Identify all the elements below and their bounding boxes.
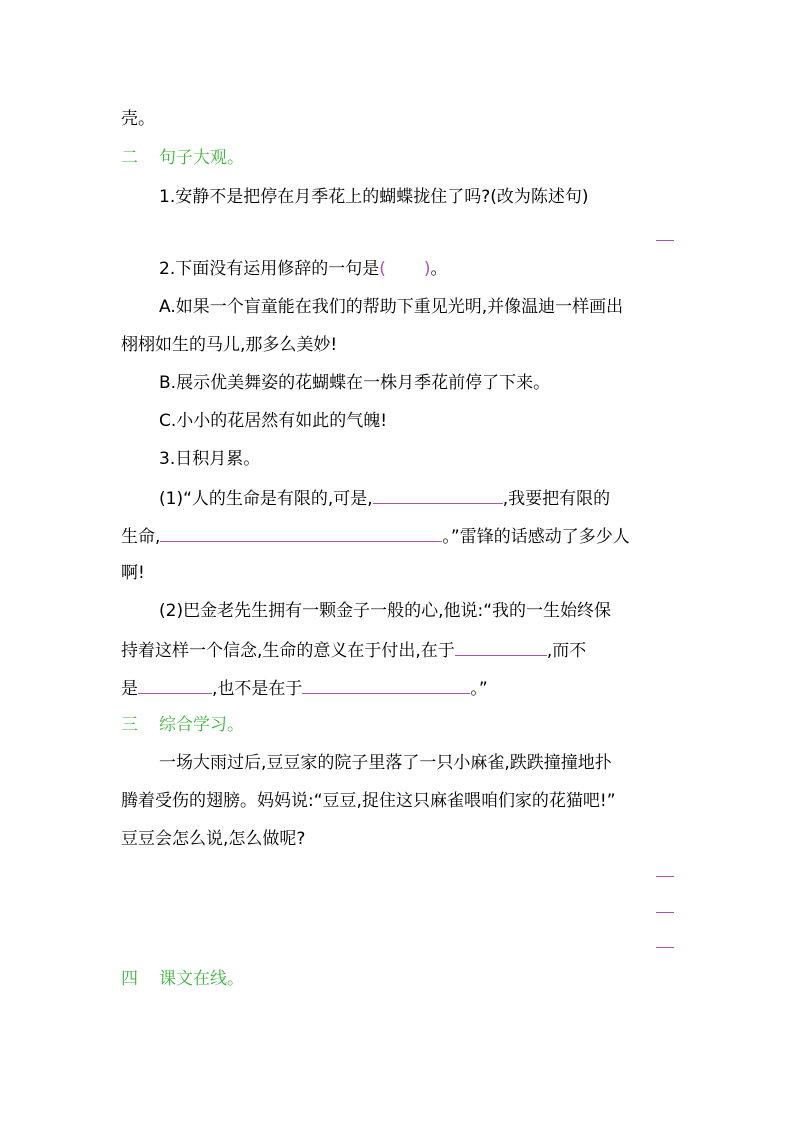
question-stem: 2.下面没有运用修辞的一句是 — [159, 259, 380, 279]
answer-paren-close: ) — [423, 259, 431, 279]
option-a-line2: 栩栩如生的马儿,那多么美妙! — [121, 335, 338, 355]
fill-blank[interactable] — [373, 486, 503, 504]
section-number: 四 — [121, 969, 138, 989]
option-a-line1: A.如果一个盲童能在我们的帮助下重见光明,并像温迪一样画出 — [159, 297, 624, 317]
section3-para-line3: 豆豆会怎么说,怎么做呢? — [121, 829, 306, 849]
q3-item2-line3 — [121, 676, 488, 700]
section-title: 句子大观。 — [159, 148, 244, 168]
fill-blank[interactable] — [302, 676, 470, 694]
q3-item2-line1: (2)巴金老先生拥有一颗金子一般的心,他说:“我的一生始终保 — [159, 601, 612, 621]
q3-item1-line1 — [159, 486, 610, 510]
q3-item2-text: 是 — [121, 679, 138, 699]
q3-item1-text: ,我要把有限的 — [502, 489, 611, 509]
question-2 — [159, 258, 448, 280]
option-b: B.展示优美舞姿的花蝴蝶在一株月季花前停了下来。 — [159, 373, 551, 393]
q3-item1-line2 — [121, 524, 630, 548]
question-stem-end: 。 — [430, 259, 448, 279]
section-heading-4 — [121, 968, 244, 990]
fill-blank[interactable] — [160, 524, 442, 542]
q3-item1-line3: 啊! — [121, 563, 145, 583]
option-c: C.小小的花居然有如此的气魄! — [159, 411, 388, 431]
q3-item1-text: 生命, — [121, 527, 161, 547]
text-fragment: 壳。 — [121, 109, 155, 129]
answer-paren-open: ( — [379, 259, 386, 279]
section-heading-3 — [121, 714, 244, 736]
fill-blank[interactable] — [455, 638, 547, 656]
section-heading-2 — [121, 147, 244, 169]
section-number: 二 — [121, 148, 138, 168]
fill-blank[interactable] — [138, 676, 212, 694]
question-1: 1.安静不是把停在月季花上的蝴蝶拢住了吗?(改为陈述句) — [159, 187, 589, 207]
q3-item2-text: 。” — [470, 679, 488, 699]
q3-item2-text: ,而不 — [546, 641, 587, 661]
answer-line[interactable] — [656, 240, 674, 241]
question-3-title: 3.日积月累。 — [159, 449, 261, 469]
answer-line[interactable] — [656, 912, 674, 913]
q3-item2-text: ,也不是在于 — [212, 679, 303, 699]
section-title: 课文在线。 — [159, 969, 244, 989]
q3-item2-line2 — [121, 638, 586, 662]
section3-para-line2: 腾着受伤的翅膀。妈妈说:“豆豆,捉住这只麻雀喂咱们家的花猫吧!” — [121, 791, 616, 811]
answer-line[interactable] — [656, 876, 674, 877]
q3-item2-text: 持着这样一个信念,生命的意义在于付出,在于 — [121, 641, 455, 661]
section-number: 三 — [121, 715, 138, 735]
section3-para-line1: 一场大雨过后,豆豆家的院子里落了一只小麻雀,跌跌撞撞地扑 — [159, 753, 612, 773]
answer-line[interactable] — [656, 947, 674, 948]
section-title: 综合学习。 — [159, 715, 244, 735]
q3-item1-text: (1)“人的生命是有限的,可是, — [159, 489, 373, 509]
q3-item1-text: 。”雷锋的话感动了多少人 — [442, 527, 630, 547]
